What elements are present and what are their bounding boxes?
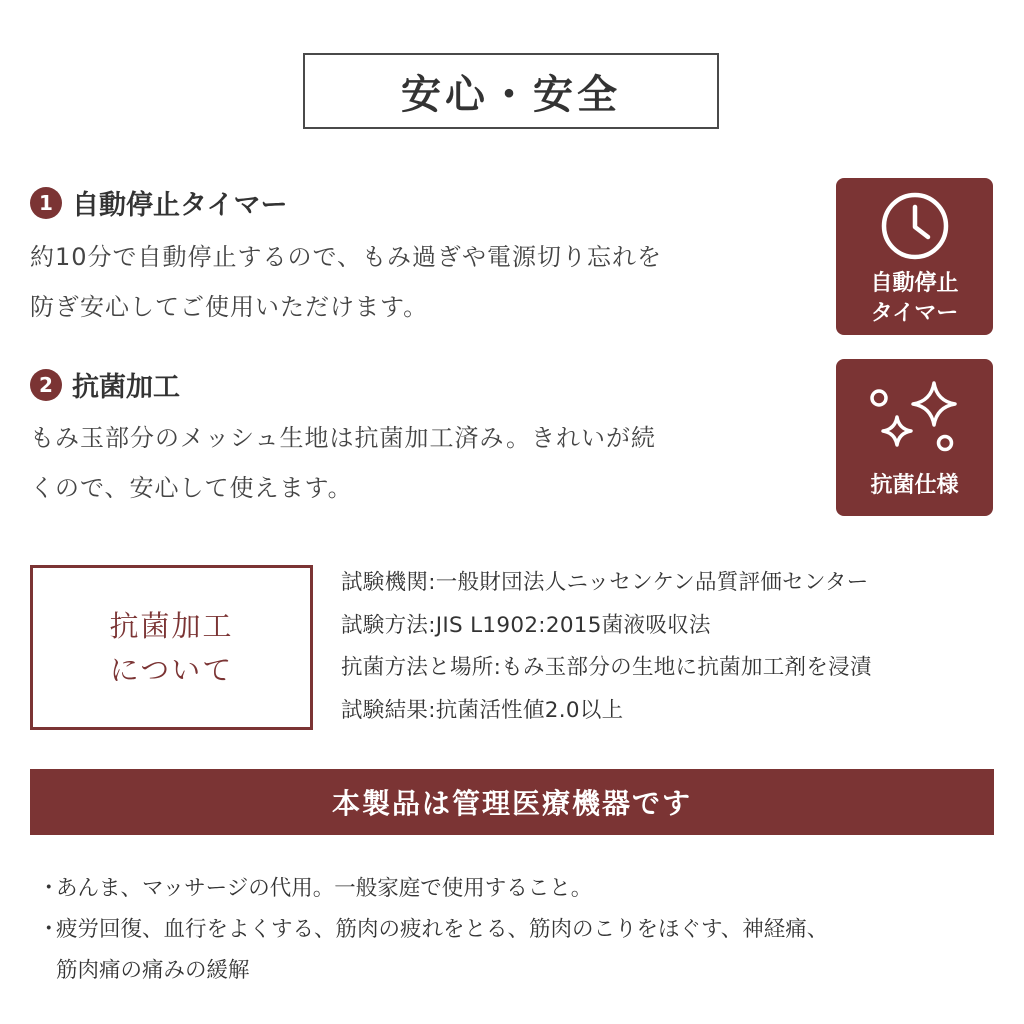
list-item (38, 868, 998, 909)
feature-description-antibacterial (30, 413, 790, 513)
antibacterial-badge-card (836, 359, 993, 516)
medical-device-banner: 本製品は管理医療機器です (30, 769, 994, 835)
sparkle-icon (865, 381, 965, 461)
test-details (341, 562, 1016, 732)
timer-badge-card (836, 178, 993, 335)
box-line: 抗菌加工 (109, 608, 234, 643)
test-detail-row: 試験機関:一般財団法人ニッセンケン品質評価センター (341, 570, 869, 595)
timer-card-label: 自動停止 タイマー (870, 270, 959, 326)
test-detail-row: 抗菌方法と場所:もみ玉部分の生地に抗菌加工剤を浸漬 (341, 655, 872, 680)
list-item (38, 909, 998, 991)
description-line: 防ぎ安心してご使用いただけます。 (30, 293, 429, 321)
bullet: ・ (38, 917, 60, 942)
page-title: 安心・安全 (303, 53, 719, 129)
usage-list (38, 868, 998, 991)
list-item-text: 筋肉痛の痛みの緩解 (56, 958, 250, 983)
description-line: もみ玉部分のメッシュ生地は抗菌加工済み。きれいが続 (30, 424, 656, 452)
feature-description-timer (30, 232, 790, 332)
box-line: について (109, 652, 234, 687)
description-line: 約10分で自動停止するので、もみ過ぎや電源切り忘れを (30, 243, 663, 271)
list-item-text: あんま、マッサージの代用。一般家庭で使用すること。 (56, 876, 593, 901)
antibacterial-card-label: 抗菌仕様 (870, 472, 959, 498)
number-badge: 1 (30, 187, 62, 219)
clock-icon (880, 191, 950, 265)
antibacterial-info-box (30, 565, 313, 730)
description-line: くので、安心して使えます。 (30, 474, 353, 502)
bullet: ・ (38, 876, 60, 901)
feature-heading-label: 抗菌加工 (72, 372, 180, 403)
feature-heading-antibacterial (30, 365, 180, 404)
test-detail-row: 試験方法:JIS L1902:2015菌液吸収法 (341, 612, 711, 638)
number-badge: 2 (30, 369, 62, 401)
feature-heading-label: 自動停止タイマー (72, 190, 288, 221)
list-item-text: 疲労回復、血行をよくする、筋肉の疲れをとる、筋肉のこりをほぐす、神経痛、 (56, 917, 829, 942)
test-detail-row: 試験結果:抗菌活性値2.0以上 (341, 697, 624, 723)
feature-heading-timer (30, 183, 287, 222)
